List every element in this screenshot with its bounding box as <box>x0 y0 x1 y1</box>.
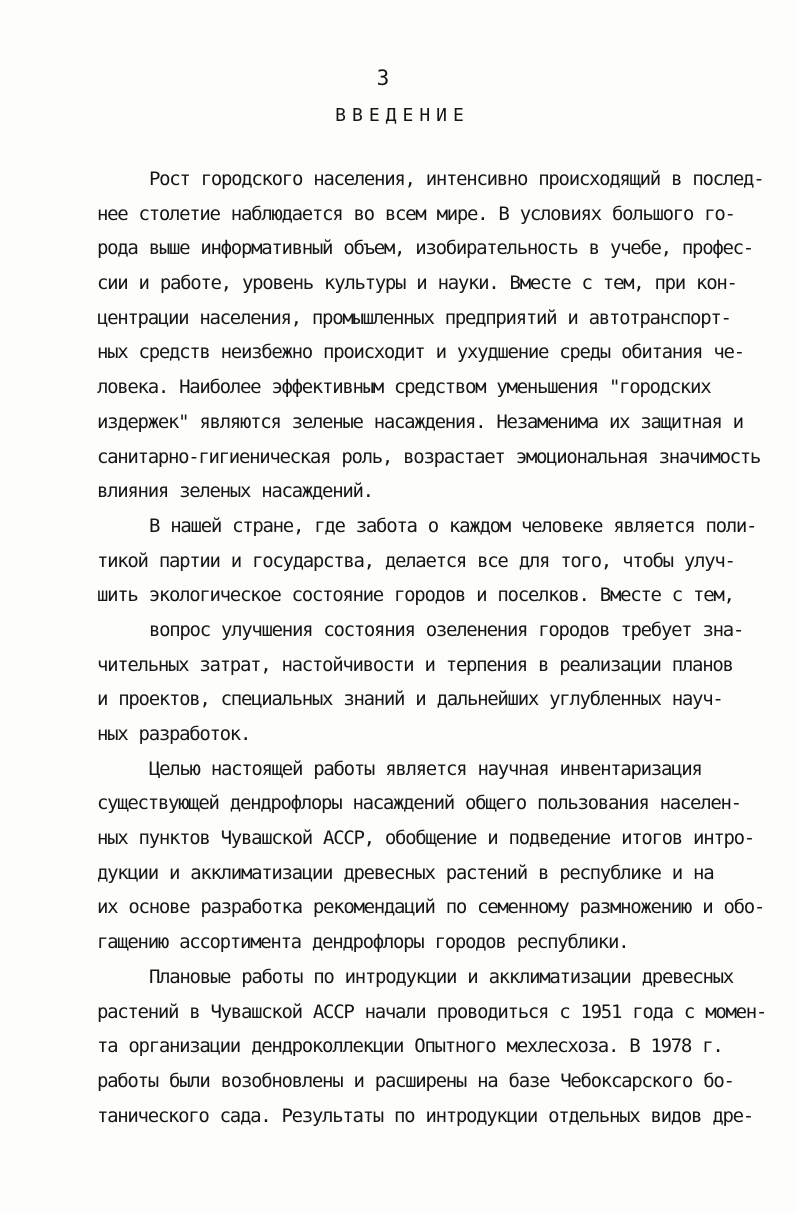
text-line: ловека. Наиболее эффективным средством уменьшения "городских <box>97 376 711 399</box>
text-line: гащению ассортимента дендрофлоры городов республики. <box>97 931 629 954</box>
text-line: Целью настоящей работы является научная инвентаризация <box>149 757 702 780</box>
text-line: дукции и акклиматизации древесных растений в республике и на <box>97 861 714 884</box>
text-line: существующей дендрофлоры насаждений общего пользования населен- <box>97 792 741 815</box>
text-line: сии и работе, уровень культуры и науки. Вместе с тем, при кон- <box>97 272 737 295</box>
text-line: работы были возобновлены и расширены на базе Чебоксарского бо- <box>97 1069 734 1092</box>
text-line: ных разработок. <box>97 723 251 745</box>
text-line: та организации дендроколлекции Опытного мехлесхоза. В 1978 г. <box>97 1035 723 1058</box>
text-line: вопрос улучшения состояния озеленения городов требует зна- <box>149 618 744 641</box>
text-line: издержек" являются зеленые насаждения. Незаменима их защитная и <box>97 410 743 433</box>
page-number: 3 <box>376 66 390 90</box>
text-line: Плановые работы по интродукции и акклиматизации древесных <box>149 965 733 988</box>
text-line: влияния зеленых насаждений. <box>97 480 373 503</box>
text-line: чительных затрат, настойчивости и терпения в реализации планов <box>97 653 733 676</box>
text-line: их основе разработка рекомендаций по семенному размножению и обо- <box>97 896 765 919</box>
body-text <box>97 162 769 1133</box>
text-line: растений в Чувашской АССР начали проводиться с 1951 года с момен- <box>97 1000 767 1023</box>
text-line: и проектов, специальных знаний и дальнейших углубленных науч- <box>97 688 723 711</box>
text-line: нее столетие наблюдается во всем мире. В условиях большого го- <box>97 202 735 225</box>
text-line: ных пунктов Чувашской АССР, обобщение и подведение итогов интро- <box>97 827 754 850</box>
text-line: танического сада. Результаты по интродукции отдельных видов дре- <box>97 1104 753 1127</box>
text-line: санитарно-гигиеническая роль, возрастает эмоциональная значимость <box>97 445 761 468</box>
text-line: центрации населения, промышленных предприятий и автотранспорт- <box>97 306 731 329</box>
text-line: тикой партии и государства, делается все для того, чтобы улуч- <box>97 549 735 572</box>
text-line: шить экологическое состояние городов и поселков. Вместе с тем, <box>97 584 734 607</box>
text-line: В нашей стране, где забота о каждом человеке является поли- <box>149 514 757 537</box>
section-heading: ВВЕДЕНИЕ <box>335 105 470 126</box>
text-line: ных средств неизбежно происходит и ухудшение среды обитания че- <box>97 341 744 364</box>
text-line: Рост городского населения, интенсивно происходящий в послед- <box>149 168 764 190</box>
text-line: рода выше информативный объем, изобирательность в учебе, профес- <box>97 237 753 260</box>
